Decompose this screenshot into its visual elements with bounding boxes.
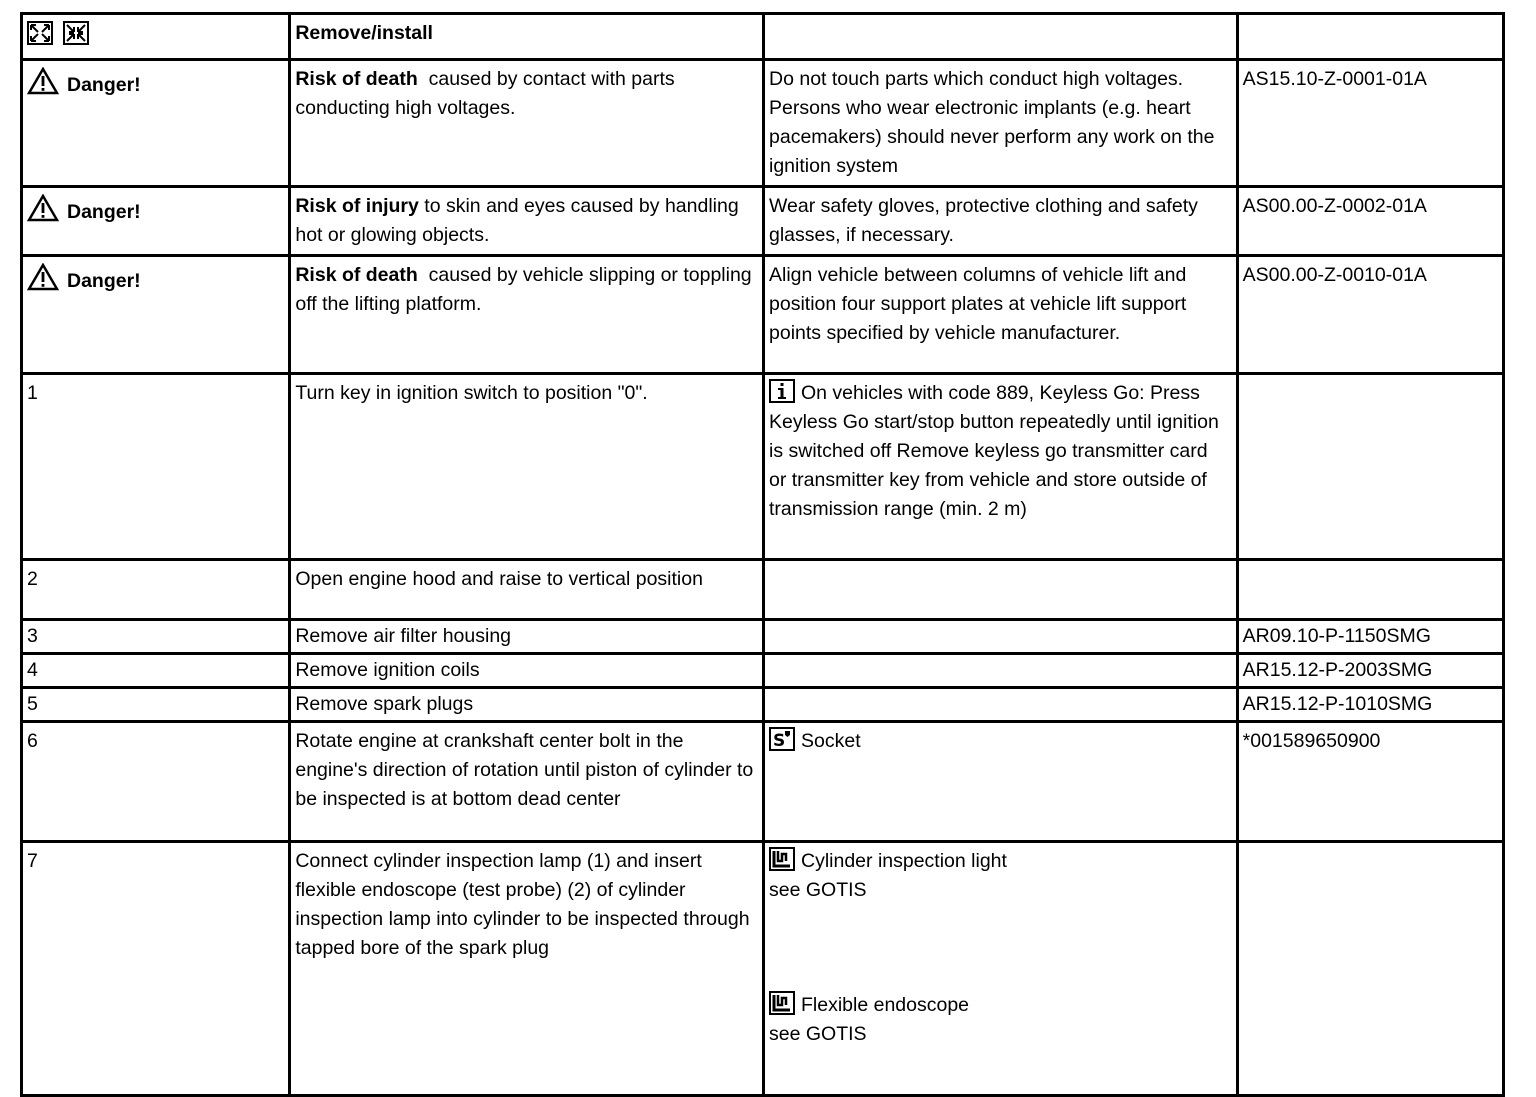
step-empty xyxy=(764,560,1238,620)
warning-risk xyxy=(290,187,764,256)
svg-text:S: S xyxy=(773,731,786,751)
step-empty xyxy=(764,654,1238,688)
header-empty-3 xyxy=(764,14,1238,60)
risk-text: caused by vehicle slipping or toppling off the lifting platform. xyxy=(295,264,758,315)
step-row xyxy=(22,688,1504,722)
step-action: Rotate engine at crankshaft center bolt in the engine's direction of rotation until piston of cylinder to be inspected is at bottom dead center xyxy=(290,722,764,842)
step-ref-link[interactable] xyxy=(1237,560,1503,620)
warning-ref-link[interactable]: AS00.00-Z-0010-01A xyxy=(1237,256,1503,374)
step-ref-link[interactable]: AR15.12-P-2003SMG xyxy=(1237,654,1503,688)
warning-row xyxy=(22,256,1504,374)
step-ref-link[interactable] xyxy=(1237,842,1503,1096)
step-action: Turn key in ignition switch to position "0". xyxy=(290,374,764,560)
step-action: Remove ignition coils xyxy=(290,654,764,688)
warning-triangle-icon xyxy=(27,263,59,300)
warning-label-cell xyxy=(22,60,290,187)
step-action: Remove spark plugs xyxy=(290,688,764,722)
step-number: 1 xyxy=(22,374,290,560)
step-empty xyxy=(764,620,1238,654)
step-number: 5 xyxy=(22,688,290,722)
step-ref-link[interactable] xyxy=(1237,374,1503,560)
warning-label: Danger! xyxy=(67,270,141,292)
info-icon xyxy=(769,379,795,403)
warning-measure: Do not touch parts which conduct high voltages. Persons who wear electronic implants (e.g. heart pacemakers) should never perform any work on the ignition system xyxy=(764,60,1238,187)
step-note xyxy=(764,374,1238,560)
step-tool xyxy=(764,722,1238,842)
step-number: 2 xyxy=(22,560,290,620)
warning-triangle-icon xyxy=(27,194,59,231)
expand-arrows-icon[interactable] xyxy=(27,21,53,54)
tool-see-link[interactable]: see GOTIS xyxy=(769,879,867,901)
note-text: On vehicles with code 889, Keyless Go: Press Keyless Go start/stop button repeatedly until ignition is switched off Remove keyless go transmitter card or transmitter key from vehicle and store outside of transmission range (min. 2 m) xyxy=(769,382,1219,520)
commercial-tool-icon xyxy=(769,847,795,871)
risk-title: Risk of injury xyxy=(295,195,419,217)
step-number: 3 xyxy=(22,620,290,654)
risk-title: Risk of death xyxy=(295,68,418,90)
risk-title: Risk of death xyxy=(295,264,418,286)
step-empty xyxy=(764,688,1238,722)
tool-item xyxy=(769,991,1230,1020)
step-ref-link[interactable]: *001589650900 xyxy=(1237,722,1503,842)
step-number: 4 xyxy=(22,654,290,688)
step-row xyxy=(22,620,1504,654)
warning-measure: Align vehicle between columns of vehicle lift and position four support plates at vehicle lift support points specified by vehicle manufacturer. xyxy=(764,256,1238,374)
warning-triangle-icon xyxy=(27,67,59,104)
warning-label-cell xyxy=(22,187,290,256)
step-row xyxy=(22,722,1504,842)
commercial-tool-icon xyxy=(769,991,795,1015)
step-row xyxy=(22,374,1504,560)
warning-label: Danger! xyxy=(67,201,141,223)
tool-label: Flexible endoscope xyxy=(801,994,970,1016)
step-tools xyxy=(764,842,1238,1096)
step-action: Open engine hood and raise to vertical position xyxy=(290,560,764,620)
header-row xyxy=(22,14,1504,60)
collapse-arrows-icon[interactable] xyxy=(63,21,89,54)
warning-row xyxy=(22,60,1504,187)
tool-label: Cylinder inspection light xyxy=(801,850,1007,872)
header-icons-cell xyxy=(22,14,290,60)
step-ref-link[interactable]: AR15.12-P-1010SMG xyxy=(1237,688,1503,722)
special-tool-icon xyxy=(769,727,795,751)
tool-label: Socket xyxy=(801,730,861,752)
step-action: Connect cylinder inspection lamp (1) and insert flexible endoscope (test probe) (2) of cylinder inspection lamp into cylinder to be inspected through tapped bore of the spark plug xyxy=(290,842,764,1096)
warning-measure: Wear safety gloves, protective clothing and safety glasses, if necessary. xyxy=(764,187,1238,256)
warning-row xyxy=(22,187,1504,256)
tool-see-link[interactable]: see GOTIS xyxy=(769,1023,867,1045)
step-number: 6 xyxy=(22,722,290,842)
warning-label-cell xyxy=(22,256,290,374)
step-row xyxy=(22,842,1504,1096)
warning-label: Danger! xyxy=(67,74,141,96)
step-row xyxy=(22,560,1504,620)
step-ref-link[interactable]: AR09.10-P-1150SMG xyxy=(1237,620,1503,654)
risk-text: caused by contact with parts conducting high voltages. xyxy=(295,68,681,119)
tool-item xyxy=(769,847,1230,876)
step-number: 7 xyxy=(22,842,290,1096)
warning-ref-link[interactable]: AS15.10-Z-0001-01A xyxy=(1237,60,1503,187)
procedure-table xyxy=(20,12,1505,1097)
warning-risk xyxy=(290,60,764,187)
risk-text: to skin and eyes caused by handling hot or glowing objects. xyxy=(295,195,745,246)
header-title: Remove/install xyxy=(290,14,764,60)
spacer xyxy=(769,905,1230,991)
header-empty-4 xyxy=(1237,14,1503,60)
warning-risk xyxy=(290,256,764,374)
step-action: Remove air filter housing xyxy=(290,620,764,654)
warning-ref-link[interactable]: AS00.00-Z-0002-01A xyxy=(1237,187,1503,256)
step-row xyxy=(22,654,1504,688)
